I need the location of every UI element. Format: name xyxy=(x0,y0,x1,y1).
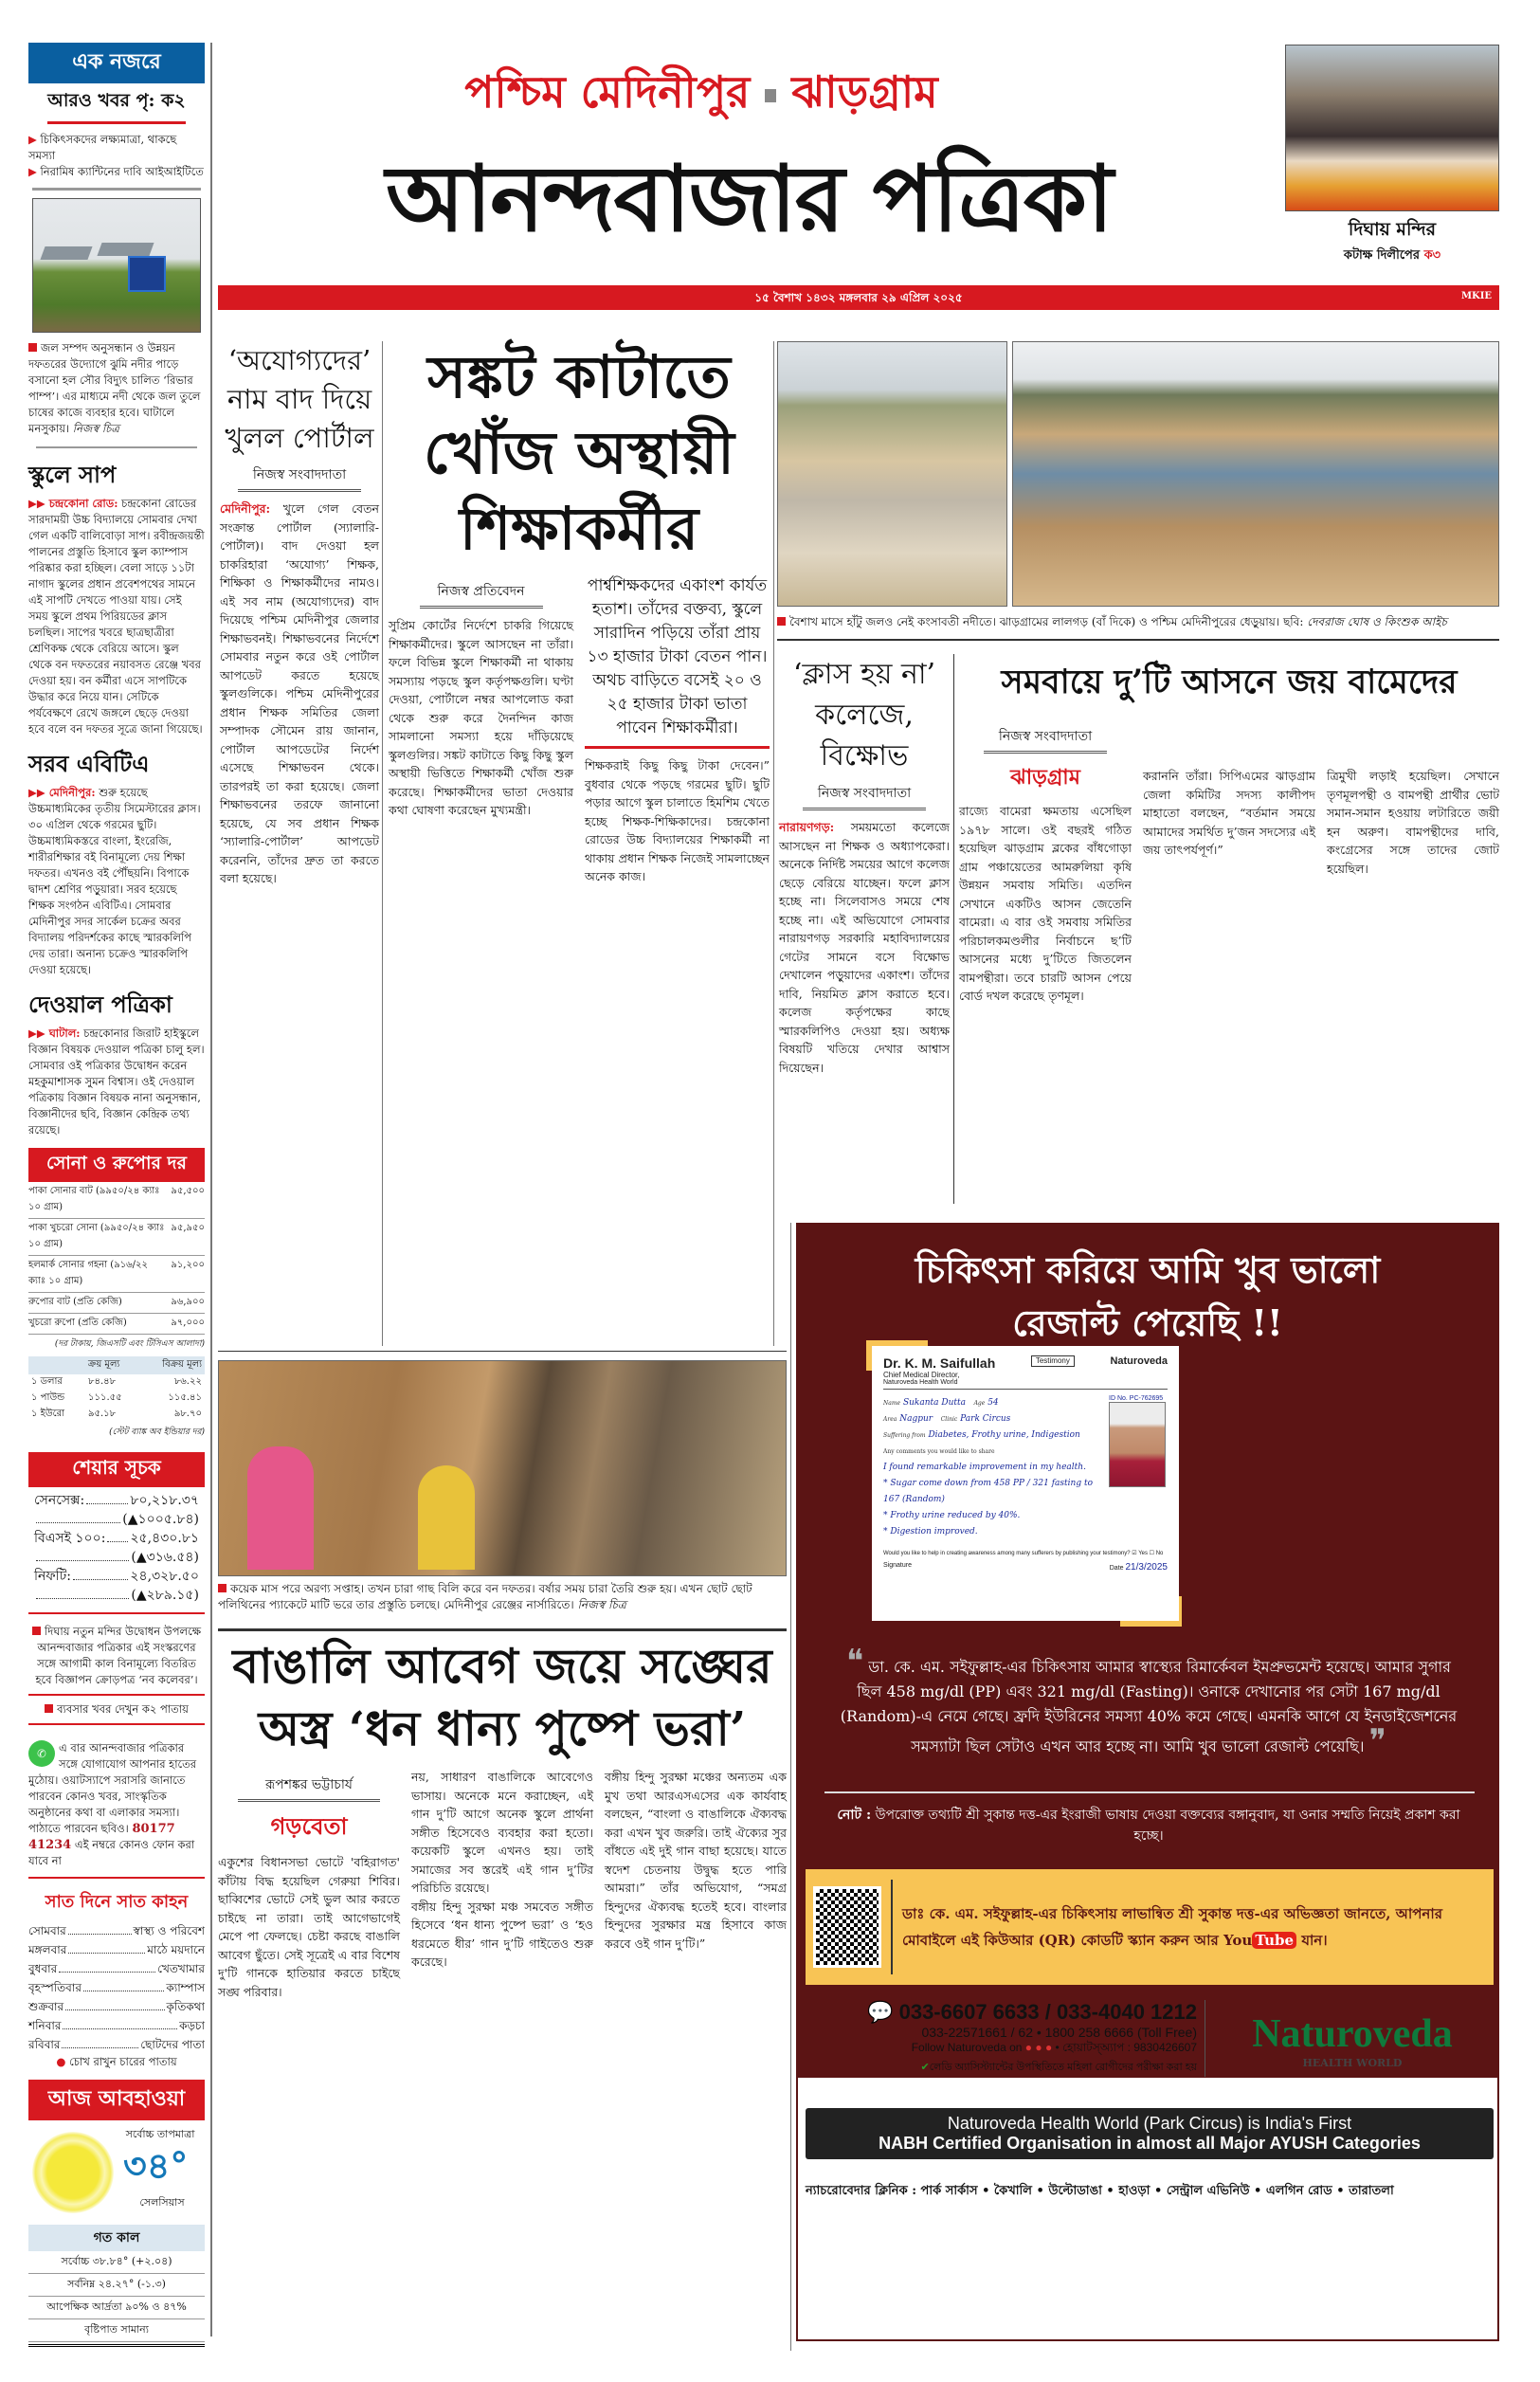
naturoveda-logo: Naturoveda HEALTH WORLD xyxy=(1252,2012,1453,2069)
gold-rate-row: পাকা সোনার বাট (৯৯৫০/২৪ ক্যাঃ ১০ গ্রাম) ৯৫,৫০০ xyxy=(28,1182,205,1219)
whatsapp-icon: ✆ xyxy=(28,1740,55,1767)
patient-photo xyxy=(1109,1402,1166,1487)
river-photo-dherua[interactable] xyxy=(1012,341,1499,607)
headline: ‘অযোগ্যদের’ নাম বাদ দিয়ে খুলল পোর্টাল xyxy=(225,344,374,454)
brief-abta: সরব এবিটিএ ▶▶ মেদিনীপুর: শুরু হয়েছে উচ্চমাধ্যমিকের তৃতীয় সিমেস্টারের ক্লাস। ৩০ এপ্রিল থেকে গরমের ছুটি। উচ্চমাধ্যমিকস্তরে বাংলা, ইংরেজি, শারীরশিক্ষার বই বিনামূল্যে দেয় শিক্ষা দফতর। এখনও বই পৌঁছয়নি। বিপাকে দ্বাদশ শ্রেণির পড়ুয়ারা। সরব হয়েছে শিক্ষক সংগঠন এবিটিএ। সোমবার মেদিনীপুর সদর সার্কেল চক্রের অবর বিদ্যালয় পরিদর্শকের কাছে স্মারকলিপি দেয় তারা। অনান্য চক্রেও স্মারকলিপি দেওয়া হয়েছে। xyxy=(28,747,205,978)
headline: সঙ্কট কাটাতে খোঁজ অস্থায়ী শিক্ষাকর্মীর xyxy=(424,342,734,563)
supplement-notice: দিঘায় নতুন মন্দির উদ্বোধন উপলক্ষে আনন্দবাজার পত্রিকার এই সংস্করণের সঙ্গে আগামী কাল বিনামূল্যে বিতরিত হবে বিজ্ঞাপন ক্রোড়পত্র ‘নব কলেবর’। ব্যবসার খবর দেখুন ক২ পাতায় xyxy=(28,1624,205,1731)
brief-snake: স্কুলে সাপ ▶▶ চন্দ্রকোনা রোড: চন্দ্রকোনা রোডের সারদাময়ী উচ্চ বিদ্যালয়ে সোমবার দেখা গেল একটি বালিবোড়া সাপ। রবীন্দ্রজয়ন্তী পালনের প্রস্তুতি হিসাবে স্কুল ক্যাম্পাস পরিষ্কার করা হচ্ছিল। বেলা সাড়ে ১১টা নাগাদ স্কুলের প্রধান প্রবেশপথের সামনে এই সাপটি দেখতে পাওয়া যায়। সেই সময় স্কুলে প্রথম পিরিয়ডের ক্লাস চলছিল। সাপের খবরে ছাত্রছাত্রীরা শ্রেণিকক্ষ থেকে বেরিয়ে আসে। স্কুল থেকে বন দফতরের নয়াবসত রেঞ্জে খবর দেওয়া হয়। বন কর্মীরা এসে সাপটিকে উদ্ধার করে নিয়ে যান। সেটিকে পর্যবেক্ষণে রেখে জঙ্গলে ছেড়ে দেওয়া হবে বলে বন দফতর সূত্রে জানা গিয়েছে। xyxy=(28,458,205,737)
brief-title: দেওয়াল পত্রিকা xyxy=(28,991,172,1018)
ad-headline-line2: রেজাল্ট পেয়েছি !! xyxy=(1012,1301,1283,1344)
arrow-icon: ▶ xyxy=(28,165,41,178)
nursery-photo[interactable] xyxy=(218,1360,787,1576)
business-link[interactable]: ব্যবসার খবর দেখুন ক২ পাতায় xyxy=(28,1701,205,1718)
glance-item[interactable]: ▶ নিরামিষ ক্যান্টিনের দাবি আইআইটিতে xyxy=(28,165,204,178)
clinic-list: ন্যাচরোবেদার ক্লিনিক : পার্ক সার্কাস • কৈখালি • উল্টোডাঙা • হাওড়া • সেন্ট্রাল এভিনিউ • এলগিন রোড • তারাতলা xyxy=(806,2184,1394,2198)
gold-rate-row: রুপোর বাট (প্রতি কেজি) ৯৬,৯০০ xyxy=(28,1293,205,1314)
headline: ‘ক্লাস হয় না’ কলেজে, বিক্ষোভ xyxy=(792,658,936,773)
week-row: সোমবার স্বাস্থ্য ও পরিবেশ xyxy=(28,1921,205,1940)
up-arrow-icon: ▲ xyxy=(136,1588,147,1603)
up-arrow-icon: ▲ xyxy=(127,1512,138,1527)
whatsapp-box: ✆ এ বার আনন্দবাজার পত্রিকার সঙ্গে যোগাযোগ আপনার হাতের মুঠোয়। ওয়াটস্যাপে সরাসরি জানাতে পারবেন কোনও খবর, সাংস্কৃতিক অনুষ্ঠানের কথা বা এলাকার সমস্যা। পাঠাতে পারবেন ছবিও। 80177 41234 এই নম্বরে কোনও ফোন করা যাবে না xyxy=(28,1740,205,1879)
share-index-row: বিএসই ১০০: ২৫,৪৩০.৮১ (▲৩১৬.৫৪) xyxy=(34,1531,199,1565)
currency-row: ১ পাউন্ড ১১১.৫৫ ১১৫.৪১ xyxy=(31,1392,202,1403)
left-column xyxy=(28,43,205,2347)
promo-teaser[interactable]: দিঘায় মন্দির কটাক্ষ দিলীপের ক৩ xyxy=(1343,219,1441,263)
story-college: ‘ক্লাস হয় না’ কলেজে, বিক্ষোভ নিজস্ব সংবাদদাতা নারায়ণগড়: সময়মতো কলেজে আসছেন না শিক্ষক ও অধ্যাপকেরা। অনেকে নির্দিষ্ট সময়ের আগে কলেজ ছেড়ে বেরিয়ে যাচ্ছেন। ফলে ক্লাস হচ্ছে না। সিলেবাসও সময়ে শেষ হচ্ছে না। এই অভিযোগে সোমবার নারায়ণগড় সরকারি মহাবিদ্যালয়ের গেটের সামনে বসে বিক্ষোভ দেখালেন পড়ুয়াদের একাংশ। তাঁদের দাবি, নিয়মিত ক্লাস করাতে হবে। কলেজ কর্তৃপক্ষের কাছে স্মারকলিপিও দেওয়া হয়। অধ্যক্ষ বিষয়টি খতিয়ে দেখার আশ্বাস দিয়েছেন। xyxy=(779,654,950,1077)
story-song: বাঙালি আবেগ জয়ে সঙ্ঘের অস্ত্র ‘ধন ধান্য পুষ্পে ভরা’ রূপশঙ্কর ভট্টাচার্য গড়বেতা একুশের বিধানসভা ভোটে 'বহিরাগত' কাঁটায় বিদ্ধ হয়েছিল গেরুয়া শিবির। ছাব্বিশের ভোটে সেই ভুল আর করতে চাইছে না তারা। তাই আগেভাগেই মেপে পা ফেলছে। চেষ্টা করছে বাঙালি আবেগ ছুঁতে। সেই সূত্রেই এ বার বিশেষ দু'টি গানকে হাতিয়ার করতে চাইছে সঙ্ঘ পরিবার। নয়, সাধারণ বাঙালিকে আবেগেও ভাসায়। অনেকে মনে করাচ্ছেন, এই গান দু’টি আগে অনেক স্কুলে প্রার্থনা সঙ্গীত হিসেবেও ব্যবহার করা হতো। কয়েকটি স্কুলে এখনও হয়। তাই সমাজের সব স্তরেই এই গান দু’টির পরিচিতি রয়েছে। বঙ্গীয় হিন্দু সুরক্ষা মঞ্চ সমবেত সঙ্গীত হিসেবে ‘ধন ধান্য পুষ্পে ভরা’ ও ‘হও ধরমেতে ধীর’ গান দু’টি গাইতেও শুরু করেছে। বঙ্গীয় হিন্দু সুরক্ষা মঞ্চের অন্যতম এক মুখ তথা আরএসএসের এক কার্যবাহ বলছেন, “বাংলা ও বাঙালিকে ঐক্যবদ্ধ করা এখন খুব জরুরি। তাই ঐক্যের সুর বাঁধতে এই দুই গান বাছা হয়েছে। যাতে স্বদেশ চেতনায় উদ্বুদ্ধ হতে পারি আমরা।” তাঁর অভিযোগ, “সমগ্র হিন্দুদের ঐক্যবদ্ধ হতেই হবে। বাংলার হিন্দুদের সুরক্ষার মন্ত্র হিসাবে কাজ করবে ওই গান দু’টি।” xyxy=(218,1635,787,2001)
column-rule xyxy=(210,43,212,2337)
ad-headline: চিকিৎসা করিয়ে আমি খুব ভালো xyxy=(915,1248,1381,1291)
gold-rate-row: পাকা খুচরো সোনা (৯৯৫০/২৪ ক্যাঃ ১০ গ্রাম) ৯৫,৯৫০ xyxy=(28,1219,205,1256)
story-coop: সমবায়ে দু’টি আসনে জয় বামেদের নিজস্ব সংবাদদাতা ঝাড়গ্রাম রাজ্যে বামেরা ক্ষমতায় এসেছিল ১৯৭৮ সালে। ওই বছরই গঠিত হয়েছিল ঝাড়গ্রাম ব্লকের বাঁধগোড়া গ্রাম পঞ্চায়েতের আমরুলিয়া কৃষি উন্নয়ন সমবায় সমিতি। এতদিন সেখানে একটিও আসন জেতেনি বামেরা। এ বার ওই সমবায় সমিতির পরিচালকমণ্ডলীর নির্বাচনে ছ’টি আসনের মধ্যে দু’টিতে জিতলেন বামপন্থীরা। তবে চারটি আসন পেয়ে বোর্ড দখল করেছে তৃণমূল। করাননি তাঁরা। সিপিএমের ঝাড়গ্রাম জেলা কমিটির সদস্য কালীপদ মাহাতো বলছেন, “বর্তমান সময়ে আমাদের সমর্থিত দু’জন সদস্যের এই জয় তাৎপর্যপূর্ণ।” ত্রিমুখী লড়াই হয়েছিল। সেখানে তৃণমূলপন্থী ও বামপন্থী প্রার্থীর ভোট সমান-সমান হওয়ায় লটারিতে জয়ী হন অরুণ। বামপন্থীদের দাবি, কংগ্রেসের সঙ্গে তাদের জোট হয়েছিল। xyxy=(959,656,1499,1006)
divider xyxy=(36,446,197,448)
share-index-row: নিফটি: ২৪,৩২৮.৫০ (▲২৮৯.১৫) xyxy=(34,1569,199,1603)
phone-main[interactable]: 033-6607 6633 / 033-4040 1212 xyxy=(898,2000,1197,2024)
nursery-caption: কয়েক মাস পরে অরণ্য সপ্তাহ। তখন চারা গাছ বিলি করে বন দফতর। বর্ষার সময় চারা তৈরি শুরু হয়। এখন ছোট ছোট পলিথিনের প্যাকেটে মাটি ভরে তার প্রস্তুতি চলছে। মেদিনীপুর রেঞ্জের নার্সারিতে। নিজস্ব চিত্র xyxy=(218,1582,752,1611)
week-row: মঙ্গলবার মাঠে ময়দানে xyxy=(28,1940,205,1959)
share-index: শেয়ার সূচক সেনসেক্স: ৮০,২১৮.৩৭ (▲১০০৫.৮৪) বিএসই ১০০: ২৫,৪৩০.৮১ (▲৩১৬.৫৪) নিফটি: ২৪,৩২৮.৫০ (▲২৮৯.১৫) xyxy=(28,1452,205,1614)
card-brand: Naturoveda xyxy=(1110,1355,1168,1367)
chat-icon: 💬 xyxy=(867,2000,894,2024)
gold-rate-row: হলমার্ক সোনার গহনা (৯১৬/২২ ক্যাঃ ১০ গ্রাম) ৯১,২০০ xyxy=(28,1256,205,1293)
weather-row: বৃষ্টিপাত সামান্য xyxy=(28,2319,205,2342)
brief-title: সরব এবিটিএ xyxy=(28,750,150,777)
story-main: সঙ্কট কাটাতে খোঁজ অস্থায়ী শিক্ষাকর্মীর নিজস্ব প্রতিবেদন সুপ্রিম কোর্টের নির্দেশে চাকরি গিয়েছে শিক্ষাকর্মীদের। স্কুলে আসছেন না তাঁরা। ফলে বিভিন্ন স্কুলে শিক্ষাকর্মী না থাকায় সমস্যায় পড়ছে স্কুল কর্তৃপক্ষগুলি। ঘণ্টা দেওয়া, পোর্টালে নম্বর আপলোড করা থেকে শুরু করে দৈনন্দিন কাজ সামলানো সমস্যা হয়ে দাঁড়িয়েছে স্কুলগুলির। সঙ্কট কাটাতে কিছু কিছু স্কুল অস্থায়ী ভিত্তিতে শিক্ষাকর্মী খোঁজ শুরু করেছে। শিক্ষাকর্মীদের ভাতা দেওয়ার কথা ঘোষণা করেছেন মুখ্যমন্ত্রী। পার্শ্বশিক্ষকদের একাংশ কার্যত হতাশ। তাঁদের বক্তব্য, স্কুলে সারাদিন পড়িয়ে তাঁরা প্রায় ১৩ হাজার টাকা বেতন পান। অথচ বাড়িতে বসেই ২০ ও ২৫ হাজার টাকা ভাতা পাবেন শিক্ষাকর্মীরা। শিক্ষকরাই কিছু কিছু টাকা দেবেন।” বুধবার থেকে পড়ছে গরমের ছুটি। ছুটি পড়ার আগে স্কুল চালাতে হিমশিম খেতে হচ্ছে শিক্ষক-শিক্ষিকাদের। চন্দ্রকোনা রোডের উচ্চ বিদ্যালয়ের শিক্ষাকর্মী না থাকায় প্রধান শিক্ষক নিজেই সামলাচ্ছেন অনেক কাজ। xyxy=(389,339,770,886)
promo-photo[interactable] xyxy=(1285,45,1499,211)
qr-code[interactable] xyxy=(813,1886,881,1968)
date-bar: ১৫ বৈশাখ ১৪৩২ মঙ্গলবার ২৯ এপ্রিল ২০২৫ MKIE xyxy=(218,285,1499,310)
gold-rate-row: খুচরো রুপো (প্রতি কেজি) ৯৭,০০০ xyxy=(28,1314,205,1335)
open-quote-icon: ❝ xyxy=(846,1643,864,1681)
nabh-banner: Naturoveda Health World (Park Circus) is India's First NABH Certified Organisation in almost all Major AYUSH Categories xyxy=(806,2108,1494,2159)
arrow-icon: ▶ xyxy=(28,133,41,146)
at-a-glance-title: এক নজরে xyxy=(28,43,205,83)
share-index-row: সেনসেক্স: ৮০,২১৮.৩৭ (▲১০০৫.৮৪) xyxy=(34,1493,199,1527)
youtube-logo[interactable]: You Tube xyxy=(1223,1932,1296,1949)
divider xyxy=(32,188,201,191)
weather-box: আজ আবহাওয়া সর্বোচ্চ তাপমাত্রা ৩৪° সেলসিয়াস গত কাল সর্বোচ্চ ৩৮.৮৪° (+২.০৪) সর্বনিম্ন ২৪.২৭° (-১.৩) আপেক্ষিক আর্দ্রতা ৯০% ও ৪৭% বৃষ্টিপাত সামান্য xyxy=(28,2080,205,2347)
up-arrow-icon: ▲ xyxy=(136,1550,147,1565)
weather-row: সর্বোচ্চ ৩৮.৮৪° (+২.০৪) xyxy=(28,2251,205,2274)
newspaper-title[interactable]: আনন্দবাজার পত্রিকা xyxy=(386,145,1112,252)
currency-header: ক্রয় মূল্য বিক্রয় মূল্য xyxy=(28,1356,205,1374)
testimony-card: Dr. K. M. Saifullah Chief Medical Director, Naturoveda Health World Testimony Naturoveda Name Sukanta Dutta Age 54 Area Nagpur Clinic Park Circus Suffering from Diabetes, Frothy urine, Indigestion Any comments you would like to share I found remarkable improvement in my health. * Sugar come down from 458 PP / 321 fasting to 167 (Random) * Frothy urine reduced by 40%. * Digestion improved. ID No. PC-762695 Would you like to help in creating awareness among many sufferers by publishing your testimony? ☑ Yes ☐ No Signature Date 21/3/2025 xyxy=(872,1346,1179,1621)
headline: সমবায়ে দু’টি আসনে জয় বামেদের xyxy=(1001,663,1458,701)
qr-banner[interactable]: ডাঃ কে. এম. সইফুল্লাহ-এর চিকিৎসায় লাভান্বিত শ্রী সুকান্ত দত্ত-এর অভিজ্ঞতা জানতে, আপনার মোবাইলে এই কিউআর (QR) কোডটি স্ক্যান করুন আর You Tube যান। xyxy=(806,1869,1494,1985)
social-icons[interactable]: ● ● ● xyxy=(1024,2041,1053,2054)
week-row: রবিবার ছোটদের পাতা xyxy=(28,2035,205,2054)
week-row: বুধবার খেতখামার xyxy=(28,1959,205,1978)
sun-icon xyxy=(32,2132,114,2213)
headline-line2: অস্ত্র ‘ধন ধান্য পুষ্পে ভরা’ xyxy=(258,1700,747,1756)
photo-caption: জল সম্পদ অনুসন্ধান ও উন্নয়ন দফতরের উদ্যোগে ঝুমি নদীর পাড়ে বসানো হল সৌর বিদ্যুৎ চালিত ‘রিভার পাম্প’। এর মাধ্যমে নদী থেকে জল তুলে চাষের কাজে ব্যবহার হবে। ঘাটালে মনসুকায়। নিজস্ব চিত্র xyxy=(28,341,201,435)
story-portal: ‘অযোগ্যদের’ নাম বাদ দিয়ে খুলল পোর্টাল নিজস্ব সংবাদদাতা মেদিনীপুর: খুলে গেল বেতন সংক্রান্ত পোর্টাল (স্যালারি-পোর্টাল)। বাদ দেওয়া হল চাকরিহারা ‘অযোগ্য’ শিক্ষক, শিক্ষিকা ও শিক্ষাকর্মীদের নামও। এই সব নাম (অযোগ্যদের) বাদ দিয়েছে পশ্চিম মেদিনীপুর জেলার শিক্ষাভবনই। শিক্ষাভবনের নির্দেশে সোমবার নতুন করে ওই পোর্টাল আপডেট করতে হয়েছে স্কুলগুলিকে। পশ্চিম মেদিনীপুরের প্রধান শিক্ষক সমিতির জেলা সম্পাদক সৌমেন রায় জানান, পোর্টাল আপডেটের নির্দেশ এসেছে শিক্ষাভবন থেকে। তারপরই তা করা হয়েছে। জেলা শিক্ষাভবনের তরফে জানানো হয়েছে, যে সব প্রধান শিক্ষক ‘স্যালারি-পোর্টাল’ আপডেট করেননি, তাঁদের দ্রুত তা করতে বলা হয়েছে। xyxy=(220,341,379,888)
week-row: শুক্রবার কৃতিকথা xyxy=(28,1997,205,2016)
weekly-sections: সাত দিনে সাত কাহন সোমবার স্বাস্থ্য ও পরিবেশ মঙ্গলবার মাঠে ময়দানে বুধবার খেতখামার বৃহস্পতিবার ক্যাম্পাস শুক্রবার কৃতিকথা শনিবার কড়চা রবিবার ছোটদের পাতা ● চোখ রাখুন চারের পাতায় xyxy=(28,1892,205,2068)
whatsapp-number[interactable]: 80177 41234 xyxy=(28,1822,175,1852)
check-icon: ✔ xyxy=(920,2062,930,2073)
headline: বাঙালি আবেগ জয়ে সঙ্ঘের xyxy=(232,1638,772,1694)
brief-wall-magazine: দেওয়াল পত্রিকা ▶▶ ঘাটাল: চন্দ্রকোনার জিরাট হাইস্কুলে বিজ্ঞান বিষয়ক দেওয়াল পত্রিকা চালু হল। সোমবার ওই পত্রিকার উদ্বোধন করেন মহকুমাশাসক সুমন বিশ্বাস। ওই দেওয়াল পত্রিকায় বিজ্ঞান বিষয়ক নানা অনুসন্ধান, বিজ্ঞানীদের ছবি, বিজ্ঞান কেন্দ্রিক তথ্য রয়েছে। xyxy=(28,988,205,1138)
week-row: বৃহস্পতিবার ক্যাম্পাস xyxy=(28,1978,205,1997)
currency-row: ১ ইউরো ৯৫.১৮ ৯৮.৭০ xyxy=(31,1409,202,1419)
solar-pump-photo xyxy=(32,198,201,333)
at-a-glance xyxy=(28,43,205,448)
weather-row: সর্বনিম্ন ২৪.২৭° (-১.৩) xyxy=(28,2274,205,2297)
temperature: ৩৪° xyxy=(123,2144,189,2187)
pull-quote: পার্শ্বশিক্ষকদের একাংশ কার্যত হতাশ। তাঁদের বক্তব্য, স্কুলে সারাদিন পড়িয়ে তাঁরা প্রায় ১৩ হাজার টাকা বেতন পান। অথচ বাড়িতে বসেই ২০ ও ২৫ হাজার টাকা ভাতা পাবেন শিক্ষাকর্মীরা। xyxy=(585,574,770,749)
glance-item[interactable]: ▶ চিকিৎসকদের লক্ষ্যমাত্রা, থাকছে সমস্যা xyxy=(28,133,177,162)
river-photo-lalgarh[interactable] xyxy=(777,341,1007,607)
currency-row: ১ ডলার ৮৪.৪৮ ৮৬.২২ xyxy=(31,1376,202,1387)
ad-quote: ❝ ডা. কে. এম. সইফুল্লাহ-এর চিকিৎসায় আমার স্বাস্থ্যের রিমার্কেবল ইমপ্রুভমেন্ট হয়েছে। আমার সুগার ছিল 458 mg/dl (PP) এবং 321 mg/dl (Fasting)। ওনাকে দেখানোর পর সেটা 167 mg/dl (Random)-এ নেমে গেছে। ফ্রদি ইউরিনের সমস্যা 40% কমে গেছে। এমনকি আগে যে ইনডাইজেশনের সমস্যাটা ছিল সেটাও এখন আর হচ্ছে না। আমি খুব ভালো রেজাল্ট পেয়েছি। ❞ xyxy=(840,1643,1458,1760)
week-row: শনিবার কড়চা xyxy=(28,2016,205,2035)
edition-region: পশ্চিম মেদিনীপুর ঝাড়গ্রাম xyxy=(464,66,938,118)
brief-title: স্কুলে সাপ xyxy=(28,461,117,488)
gold-rates: সোনা ও রুপোর দর পাকা সোনার বাট (৯৯৫০/২৪ ক্যাঃ ১০ গ্রাম) ৯৫,৫০০ পাকা খুচরো সোনা (৯৯৫০/২৪ ক্যাঃ ১০ গ্রাম) ৯৫,৯৫০ হলমার্ক সোনার গহনা (৯১৬/২২ ক্যাঃ ১০ গ্রাম) ৯১,২০০ রুপোর বাট (প্রতি কেজি) ৯৬,৯০০ খুচরো রুপো (প্রতি কেজি) ৯৭,০০০ (দর টাকায়, জিএসটি এবং টিসিএস আলাদা) ক্রয় মূল্য বিক্রয় মূল্য ১ ডলার ৮৪.৪৮ ৮৬.২২ ১ পাউন্ড ১১১.৫৫ ১১৫.৪১ ১ ইউরো ৯৫.১৮ ৯৮.৭০ (স্টেট ব্যাঙ্ক অব ইন্ডিয়ার দর) xyxy=(28,1148,205,1443)
close-quote-icon: ❞ xyxy=(1368,1722,1386,1760)
river-caption: বৈশাখ মাসে হাঁটু জলও নেই কংসাবতী নদীতে। ঝাড়গ্রামের লালগড় (বাঁ দিকে) ও পশ্চিম মেদিনীপুরের ধেড়ুয়ায়। ছবি: দেবরাজ ঘোষ ও কিংশুক আইচ xyxy=(777,614,1499,630)
more-news-link[interactable]: আরও খবর পৃ: ক২ xyxy=(47,83,186,124)
phone-sub[interactable]: 033-22571661 / 62 • 1800 258 6666 (Toll Free) xyxy=(921,2025,1197,2040)
naturoveda-ad[interactable]: চিকিৎসা করিয়ে আমি খুব ভালো রেজাল্ট পেয়েছি !! Dr. K. M. Saifullah Chief Medical Director, Naturoveda Health World Testimony Naturoveda Name Sukanta Dutta Age 54 Area Nagpur Clinic Park Circus Suffering from Diabetes, Frothy urine, Indigestion Any comments you would like to share I found remarkable improvement in my health. * Sugar come down from 458 PP / 321 fasting to 167 (Random) * Frothy urine reduced by 40%. * Digestion improved. ID No. PC-762695 Would you like to help in creating awareness among many sufferers by publishing your testimony? ☑ Yes ☐ No Signature Date 21/3/2025 ❝ ডা. কে. এম. সইফুল্লাহ-এর চিকিৎসায় আমার স্বাস্থ্যের রিমার্কেবল ইমপ্রুভমেন্ট হয়েছে। আমার সুগার ছিল 458 mg/dl (PP) এবং 321 mg/dl (Fasting)। ওনাকে দেখানোর পর সেটা 167 mg/dl (Random)-এ নেমে গেছে। ফ্রদি ইউরিনের সমস্যা 40% কমে গেছে। এমনকি আগে যে ইনডাইজেশনের সমস্যাটা ছিল সেটাও এখন আর হচ্ছে না। আমি খুব ভালো রেজাল্ট পেয়েছি। ❞ নোট : উপরোক্ত তথ্যটি শ্রী সুকান্ত দত্ত-এর ইংরাজী ভাষায় দেওয়া বক্তব্যের বঙ্গানুবাদ, যা ওনার সম্মতি নিয়েই প্রকাশ করা হচ্ছে। ডাঃ কে. এম. সইফুল্লাহ-এর চিকিৎসায় লাভান্বিত শ্রী সুকান্ত দত্ত-এর অভিজ্ঞতা জানতে, আপনার মোবাইলে এই কিউআর (QR) কোডটি স্ক্যান করুন আর You Tube যান। 💬 033-6607 6633 / 033-4040 1212 033-22571661 / 62 • 1800 258 6666 (Toll Free) Follow Naturoveda on ● ● ● • হোয়াটস্অ্যাপ : 9830426607 ✔লেডি অ্যাসিস্ট্যান্টের উপস্থিতিতে মহিলা রোগীদের পরীক্ষা করা হয় Naturoveda HEALTH WORLD Naturoveda Health World (Park Circus) is India's First NABH Certified Organisation in almost all Major AYUSH Categories ন্যাচরোবেদার ক্লিনিক : পার্ক সার্কাস • কৈখালি • উল্টোডাঙা • হাওড়া • সেন্ট্রাল এভিনিউ • এলগিন রোড • তারাতলা xyxy=(796,1223,1499,2341)
weather-row: আপেক্ষিক আর্দ্রতা ৯০% ও ৪৭% xyxy=(28,2297,205,2319)
bullet-icon: ● xyxy=(56,2055,66,2068)
ad-note: নোট : উপরোক্ত তথ্যটি শ্রী সুকান্ত দত্ত-এর ইংরাজী ভাষায় দেওয়া বক্তব্যের বঙ্গানুবাদ, যা ওনার সম্মতি নিয়েই প্রকাশ করা হচ্ছে। xyxy=(837,1808,1460,1844)
